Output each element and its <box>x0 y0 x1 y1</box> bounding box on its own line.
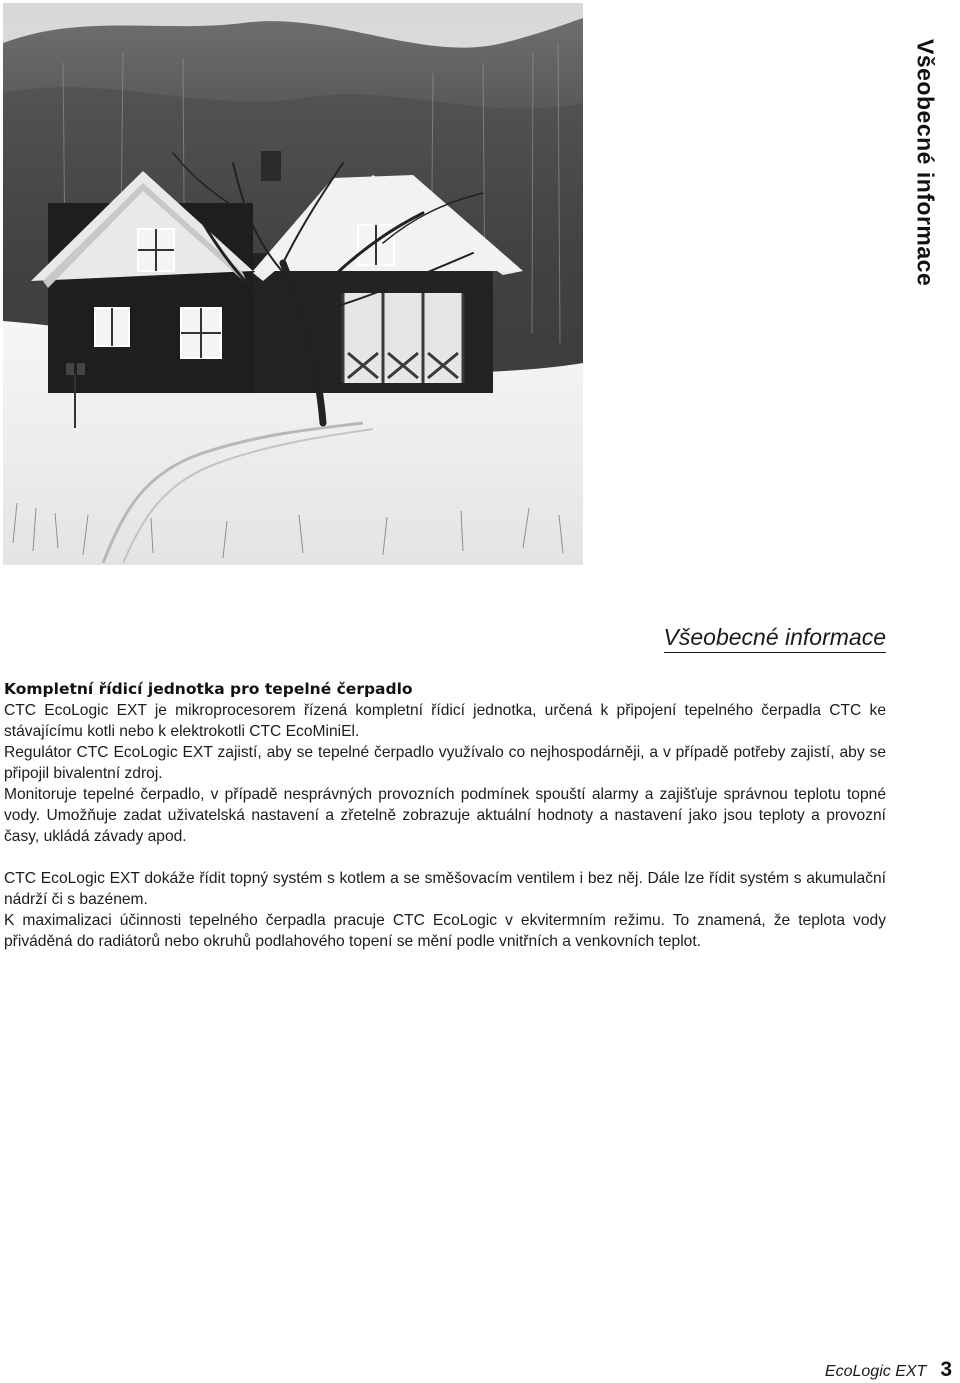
paragraph: K maximalizaci účinnosti tepelného čerpadla pracuje CTC EcoLogic v ekvitermním režimu. To znamená, že teplota vody přiváděná do radiátorů nebo okruhů podlahového topení se mění podle vnitřních a venkovních teplot. <box>4 912 886 950</box>
footer-product-name: EcoLogic EXT <box>824 1363 927 1380</box>
article-body <box>4 679 886 952</box>
paragraph: Monitoruje tepelné čerpadlo, v případě nesprávných provozních podmínek spouští alarmy a zajišťuje správnou teplotu topné vody. Umožňuje zadat uživatelská nastavení a zřetelně zobrazuje aktuální hodnoty a nastavení jako jsou teploty a provozní časy, ukládá závady apod. <box>4 786 886 845</box>
side-title <box>900 8 950 318</box>
paragraph: CTC EcoLogic EXT je mikroprocesorem řízená kompletní řídicí jednotka, určená k připojení tepelného čerpadla CTC ke stávajícímu kotli nebo k elektrokotli CTC EcoMiniEl. <box>4 702 886 740</box>
page-number: 3 <box>940 1358 952 1381</box>
house-winter-photo <box>3 3 583 565</box>
side-title-text: Všeobecné informace <box>912 39 939 287</box>
section-heading: Všeobecné informace <box>664 624 886 653</box>
paragraph: Regulátor CTC EcoLogic EXT zajistí, aby se tepelné čerpadlo využívalo co nejhospodárněji, a v případě potřeby zajistí, aby se připojil bivalentní zdroj. <box>4 744 886 782</box>
page-footer <box>825 1358 952 1382</box>
paragraph: CTC EcoLogic EXT dokáže řídit topný systém s kotlem a se směšovacím ventilem i bez něj. Dále lze řídit systém s akumulační nádrží či s bazénem. <box>4 870 886 908</box>
article-heading: Kompletní řídicí jednotka pro tepelné čerpadlo <box>4 680 413 698</box>
